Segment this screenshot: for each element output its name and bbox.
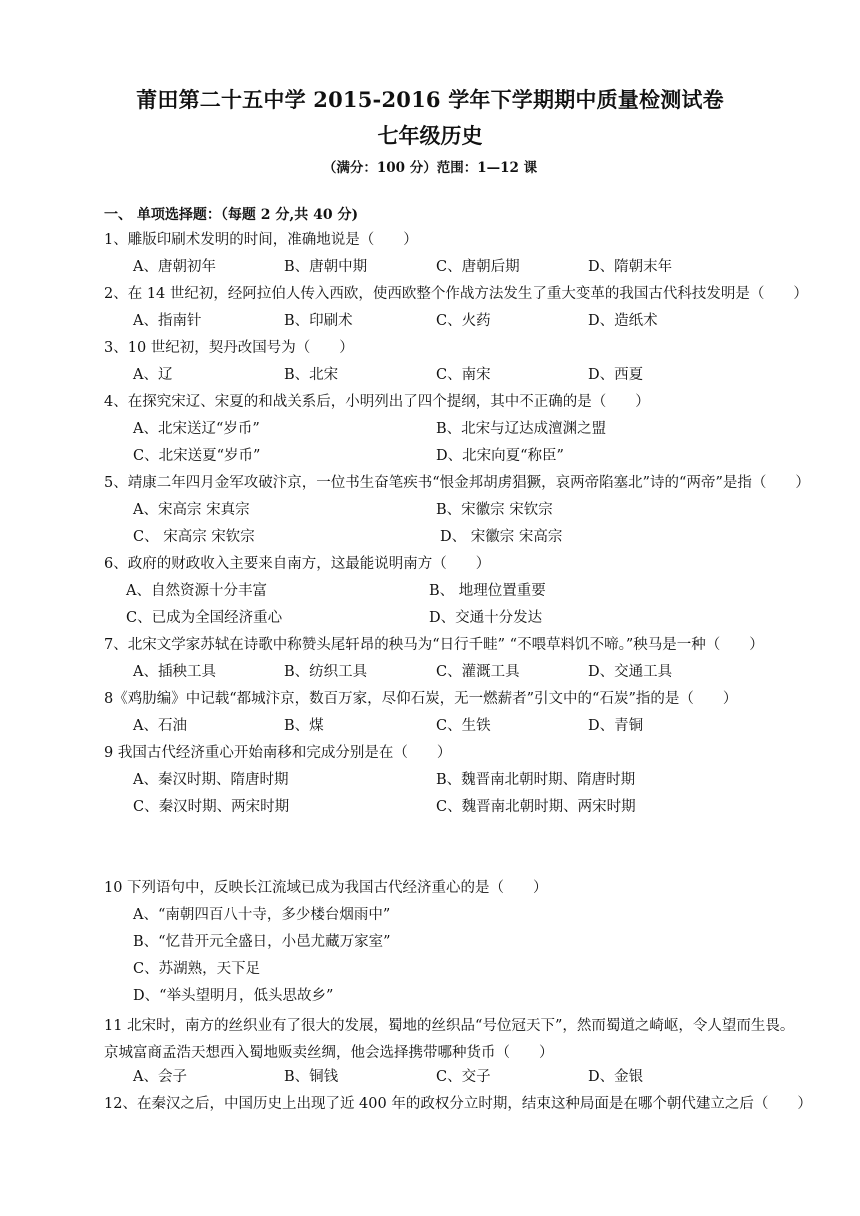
question-8-option-a: A、石油 [133, 718, 187, 734]
question-11-option-d: D、金银 [588, 1069, 644, 1085]
question-1-option-a: A、唐朝初年 [133, 259, 216, 275]
question-5-stem: 5、靖康二年四月金军攻破汴京，一位书生奋笔疾书“恨金邦胡虏猖獗，哀两帝陷塞北”诗的“两帝”是指（ ） [104, 475, 810, 491]
exam-info: （满分：100 分）范围：1—12 课 [322, 160, 538, 176]
question-7-option-b: B、纺织工具 [284, 664, 368, 680]
question-7-option-a: A、插秧工具 [133, 664, 216, 680]
question-10-option-d: D、“举头望明月，低头思故乡” [133, 988, 334, 1004]
question-3-stem: 3、10 世纪初，契丹改国号为（ ） [104, 340, 354, 356]
question-4-option-a: A、北宋送辽“岁币” [133, 421, 260, 437]
question-11-option-c: C、交子 [436, 1069, 491, 1085]
question-9-option-b: B、魏晋南北朝时期、隋唐时期 [436, 772, 636, 788]
question-5-option-c: C、 宋高宗 宋钦宗 [133, 529, 255, 545]
question-12-stem: 12、在秦汉之后，中国历史上出现了近 400 年的政权分立时期，结束这种局面是在哪个朝代建立之后（ ） [104, 1096, 812, 1112]
question-1-stem: 1、雕版印刷术发明的时间，准确地说是（ ） [104, 232, 418, 248]
question-4-option-b: B、北宋与辽达成澶渊之盟 [436, 421, 607, 437]
question-5-option-d: D、 宋徽宗 宋高宗 [440, 529, 563, 545]
question-6-option-d: D、交通十分发达 [429, 610, 543, 626]
question-9-stem: 9 我国古代经济重心开始南移和完成分别是在（ ） [104, 745, 452, 761]
question-1-option-b: B、唐朝中期 [284, 259, 368, 275]
exam-title: 莆田第二十五中学 2015-2016 学年下学期期中质量检测试卷 [136, 87, 724, 112]
question-9-option-c: C、秦汉时期、两宋时期 [133, 799, 290, 815]
question-11-option-a: A、会子 [133, 1069, 187, 1085]
question-5-option-a: A、宋高宗 宋真宗 [133, 502, 250, 518]
question-6-option-c: C、已成为全国经济重心 [126, 610, 283, 626]
question-2-option-a: A、指南针 [133, 313, 202, 329]
question-7-option-d: D、交通工具 [588, 664, 673, 680]
question-4-stem: 4、在探究宋辽、宋夏的和战关系后，小明列出了四个提纲，其中不正确的是（ ） [104, 394, 650, 410]
question-2-option-b: B、印刷术 [284, 313, 353, 329]
question-6-stem: 6、政府的财政收入主要来自南方，这最能说明南方（ ） [104, 556, 491, 572]
question-3-option-b: B、北宋 [284, 367, 339, 383]
question-3-option-c: C、南宋 [436, 367, 491, 383]
question-8-option-c: C、生铁 [436, 718, 491, 734]
question-4-option-c: C、北宋送夏“岁币” [133, 448, 261, 464]
question-1-option-d: D、隋朝末年 [588, 259, 673, 275]
question-7-option-c: C、灌溉工具 [436, 664, 520, 680]
question-10-option-a: A、“南朝四百八十寺，多少楼台烟雨中” [133, 907, 391, 923]
question-11-option-b: B、铜钱 [284, 1069, 339, 1085]
question-1-option-c: C、唐朝后期 [436, 259, 520, 275]
question-6-option-b: B、 地理位置重要 [429, 583, 546, 599]
question-2-option-c: C、火药 [436, 313, 491, 329]
exam-subtitle: 七年级历史 [377, 123, 483, 148]
question-8-option-d: D、青铜 [588, 718, 644, 734]
question-8-stem: 8《鸡肋编》中记载“都城汴京，数百万家，尽仰石炭，无一燃薪者”引文中的“石炭”指的是（ ） [104, 691, 738, 707]
question-7-stem: 7、北宋文学家苏轼在诗歌中称赞头尾轩昂的秧马为“日行千畦” “不喂草料饥不啼。”秧马是一种（ ） [104, 637, 764, 653]
question-3-option-d: D、西夏 [588, 367, 644, 383]
question-2-stem: 2、在 14 世纪初，经阿拉伯人传入西欧，使西欧整个作战方法发生了重大变革的我国古代科技发明是（ ） [104, 286, 808, 302]
question-4-option-d: D、北宋向夏“称臣” [436, 448, 564, 464]
question-2-option-d: D、造纸术 [588, 313, 658, 329]
question-9-option-a: A、秦汉时期、隋唐时期 [133, 772, 289, 788]
question-3-option-a: A、辽 [133, 367, 173, 383]
question-11-stem: 11 北宋时，南方的丝织业有了很大的发展，蜀地的丝织品“号位冠天下”，然而蜀道之崎岖，令人望而生畏。京城富商孟浩天想西入蜀地贩卖丝绸，他会选择携带哪种货币（ ） [104, 1018, 795, 1061]
question-10-option-c: C、苏湖熟，天下足 [133, 961, 261, 977]
question-9-option-d: C、魏晋南北朝时期、两宋时期 [436, 799, 636, 815]
section-heading: 一、 单项选择题：（每题 2 分,共 40 分) [104, 207, 359, 223]
question-10-option-b: B、“忆昔开元全盛日，小邑尤藏万家室” [133, 934, 391, 950]
question-8-option-b: B、煤 [284, 718, 324, 734]
question-5-option-b: B、宋徽宗 宋钦宗 [436, 502, 553, 518]
question-6-option-a: A、自然资源十分丰富 [126, 583, 267, 599]
question-10-stem: 10 下列语句中，反映长江流域已成为我国古代经济重心的是（ ） [104, 880, 548, 896]
